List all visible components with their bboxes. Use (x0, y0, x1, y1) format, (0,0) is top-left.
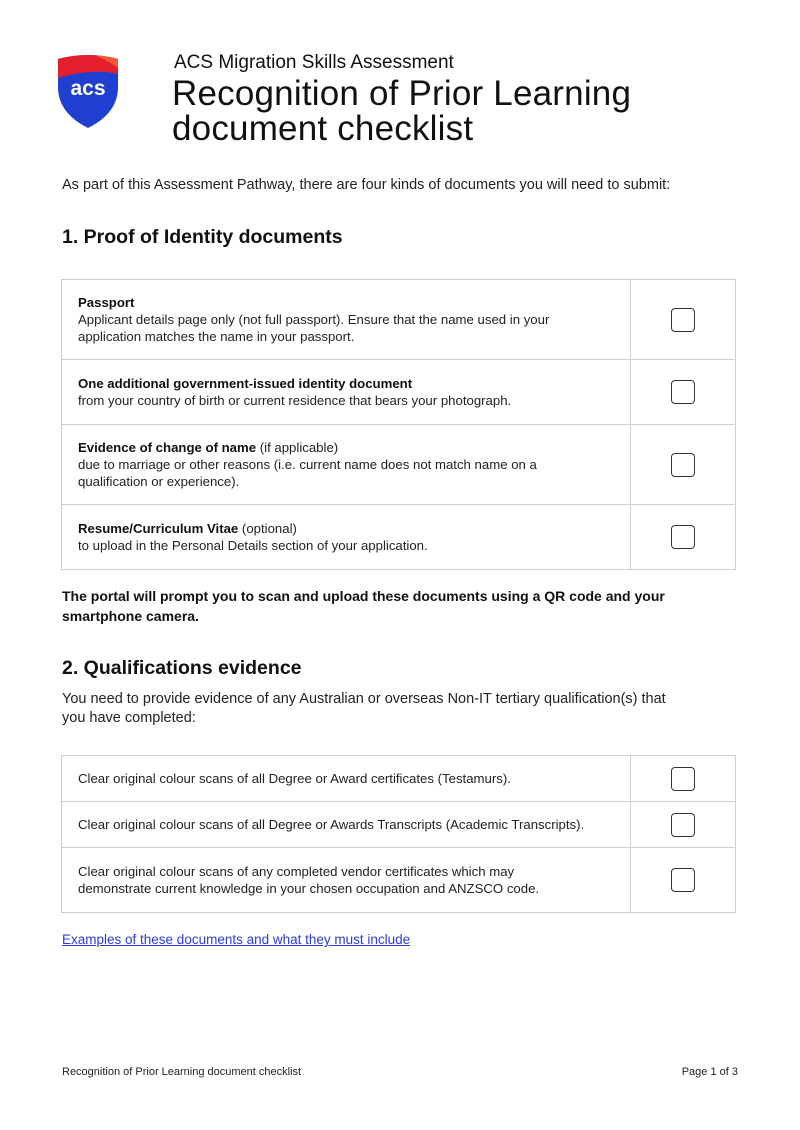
footer-title: Recognition of Prior Learning document checklist (62, 1066, 302, 1078)
portal-note: The portal will prompt you to scan and upload these documents using a QR code and your smartphone camera. (62, 588, 665, 624)
qualifications-checklist-table (61, 755, 736, 913)
examples-link[interactable]: Examples of these documents and what they must include (62, 932, 411, 947)
table-row: Passport Applicant details page only (not full passport). Ensure that the name used in your application matches the name in your passport. (62, 280, 736, 360)
section1-heading: 1. Proof of Identity documents (62, 226, 343, 248)
intro-text: As part of this Assessment Pathway, there are four kinds of documents you will need to submit: (62, 177, 671, 193)
passport-checkbox[interactable] (671, 308, 695, 332)
acs-logo (54, 53, 122, 129)
page-number: Page 1 of 3 (681, 1066, 738, 1078)
table-row: Resume/Curriculum Vitae (optional) to upload in the Personal Details section of your application. (62, 505, 736, 570)
table-row: Clear original colour scans of all Degree or Awards Transcripts (Academic Transcripts). (62, 802, 736, 848)
resume-checkbox[interactable] (671, 525, 695, 549)
page-title: Recognition of Prior Learning document checklist (172, 74, 632, 148)
table-row: One additional government-issued identity document from your country of birth or current residence that bears your photograph. (62, 360, 736, 425)
header-subtitle: ACS Migration Skills Assessment (174, 52, 454, 73)
section2-heading: 2. Qualifications evidence (62, 657, 302, 679)
svg-text:acs: acs (70, 77, 106, 100)
degree-certificates-checkbox[interactable] (671, 767, 695, 791)
transcripts-checkbox[interactable] (671, 813, 695, 837)
vendor-certificates-checkbox[interactable] (671, 868, 695, 892)
identity-document-checkbox[interactable] (671, 380, 695, 404)
identity-checklist-table (61, 279, 736, 570)
table-row: Clear original colour scans of all Degree or Award certificates (Testamurs). (62, 756, 736, 802)
table-row: Evidence of change of name (if applicable) due to marriage or other reasons (i.e. current name does not match name on a qualification or experience). (62, 425, 736, 505)
table-row: Clear original colour scans of any completed vendor certificates which may demonstrate current knowledge in your chosen occupation and ANZSCO code. (62, 848, 736, 913)
qualifications-intro: You need to provide evidence of any Australian or overseas Non-IT tertiary qualification(s) that you have completed: (62, 691, 666, 726)
change-of-name-checkbox[interactable] (671, 453, 695, 477)
